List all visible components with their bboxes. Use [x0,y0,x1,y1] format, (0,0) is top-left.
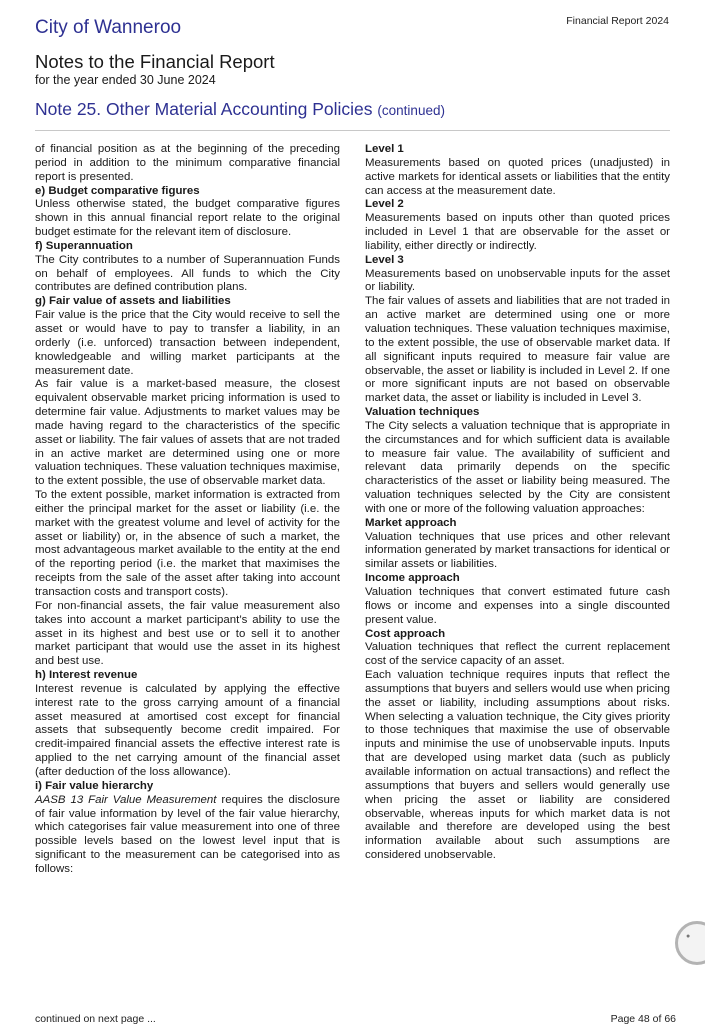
level-1-text: Measurements based on quoted prices (unadjusted) in active markets for identical assets or liabilities that the entity can access at the measurement date. [365,156,670,197]
hierarchy-description: requires the disclosure of fair value information by level of the fair value hierarchy, which categorises fair value measurement into one of three possible levels based on the lowest level input that is significant to the measurement can be categorised into as follows: [35,793,340,875]
section-heading-fair-value-hierarchy: i) Fair value hierarchy [35,779,154,792]
right-column [365,143,670,863]
section-heading-budget: e) Budget comparative figures [35,184,200,197]
valuation-inputs-paragraph: Each valuation technique requires inputs that reflect the assumptions that buyers and sellers would use when pricing the asset or liability, including assumptions about risks. When selecting a valuation technique, the City gives priority to those techniques that maximise the use of observable inputs and minimise the use of unobservable inputs. Inputs that are developed using market data (such as publicly available information on actual transactions) and reflect the assumptions that buyers and sellers would generally use when pricing the asset or liability are considered observable, whereas inputs for which market data is not available and therefore are developed using the best information available about such assumptions are considered unobservable. [365,669,670,862]
market-approach-heading: Market approach [365,516,457,529]
note-title: Note 25. Other Material Accounting Policies [35,99,373,119]
section-text-fair-value-3: To the extent possible, market information is extracted from either the principal market for the asset or liability (i.e. the market with the greatest volume and level of activity for the asset or liability) or, in the absence of such a market, the most advantageous market available to the entity at the end of the reporting period (i.e. the market that maximises the receipts from the sale of the asset after taking into account transaction costs and transport costs). [35,489,340,598]
section-text-interest-revenue: Interest revenue is calculated by applying the effective interest rate to the gross carrying amount of a financial asset measured at amortised cost except for financial assets that subsequently become credit impaired. For credit-impaired financial assets the effective interest rate is applied to the net carrying amount of the financial asset (after deduction of the loss allowance). [35,682,340,778]
level-1-heading: Level 1 [365,143,404,155]
cost-approach-text: Valuation techniques that reflect the current replacement cost of the service capacity of an asset. [365,641,670,668]
header-divider [35,130,670,131]
section-text-fair-value-4: For non-financial assets, the fair value measurement also takes into account a market participant’s ability to use the asset in its highest and best use or to sell it to another market participant that would use the asset in its highest and best use. [35,599,340,668]
market-approach-text: Valuation techniques that use prices and other relevant information generated by market transactions for identical or similar assets or liabilities. [365,530,670,571]
left-column [35,143,340,877]
section-text-fair-value-hierarchy [35,794,340,877]
standard-reference: AASB 13 Fair Value Measurement [35,793,217,806]
section-text-fair-value-1: Fair value is the price that the City would receive to sell the asset or would have to pay to transfer a liability, in an orderly (i.e. unforced) transaction between independent, knowledgeable and willing market participants at the measurement date. [35,309,340,377]
section-text-superannuation: The City contributes to a number of Superannuation Funds on behalf of employees. All funds to which the City contributes are defined contribution plans. [35,253,340,294]
level-3-heading: Level 3 [365,253,404,266]
section-text-fair-value-2: As fair value is a market-based measure, the closest equivalent observable market pricing information is used to determine fair value. Adjustments to market values may be made having regard to the characteristics of the specific asset or liability. The fair values of assets that are not traded in an active market are determined using one or more valuation techniques. These valuation techniques maximise, to the extent possible, the use of observable market data. [35,378,340,488]
section-text-budget: Unless otherwise stated, the budget comparative figures shown in this annual financial report relate to the original budget estimate for the relevant item of disclosure. [35,198,340,239]
page-title: Notes to the Financial Report [35,51,275,72]
section-heading-superannuation: f) Superannuation [35,239,133,252]
organisation-name: City of Wanneroo [35,17,182,38]
income-approach-heading: Income approach [365,572,460,585]
note-heading [35,99,445,120]
income-approach-text: Valuation techniques that convert estimated future cash flows or income and expenses into a single discounted present value. [365,586,670,626]
intro-paragraph: of financial position as at the beginning of the preceding period in addition to the minimum comparative financial report is presented. [35,143,340,183]
section-heading-fair-value: g) Fair value of assets and liabilities [35,295,231,308]
section-heading-interest-revenue: h) Interest revenue [35,669,138,682]
seal-mark: ● [686,933,691,940]
page-number: Page 48 of 66 [610,1013,676,1025]
continued-note: continued on next page ... [35,1013,156,1025]
level-2-heading: Level 2 [365,198,404,211]
level-2-text: Measurements based on inputs other than quoted prices included in Level 1 that are observable for the asset or liability, either directly or indirectly. [365,212,670,252]
level-3-text: Measurements based on unobservable inputs for the asset or liability. [365,267,670,294]
cost-approach-heading: Cost approach [365,627,446,640]
report-period: for the year ended 30 June 2024 [35,73,216,87]
valuation-techniques-heading: Valuation techniques [365,406,480,419]
note-continued-label: (continued) [377,103,445,118]
report-tag: Financial Report 2024 [566,15,669,27]
fair-value-levels-paragraph: The fair values of assets and liabilities that are not traded in an active market are determined using one or more valuation techniques. These valuation techniques maximise, to the extent possible, the use of observable market data. If all significant inputs required to measure fair value are observable, the asset or liability is included in Level 2. If one or more significant inputs are not based on observable market data, the asset or liability is included in Level 3. [365,295,670,405]
valuation-techniques-text: The City selects a valuation technique that is appropriate in the circumstances and for which sufficient data is available to measure fair value. The availability of sufficient and relevant data primarily depends on the specific characteristics of the asset or liability being measured. The valuation techniques selected by the City are consistent with one or more of the following valuation approaches: [365,419,670,515]
seal-icon [675,921,705,965]
